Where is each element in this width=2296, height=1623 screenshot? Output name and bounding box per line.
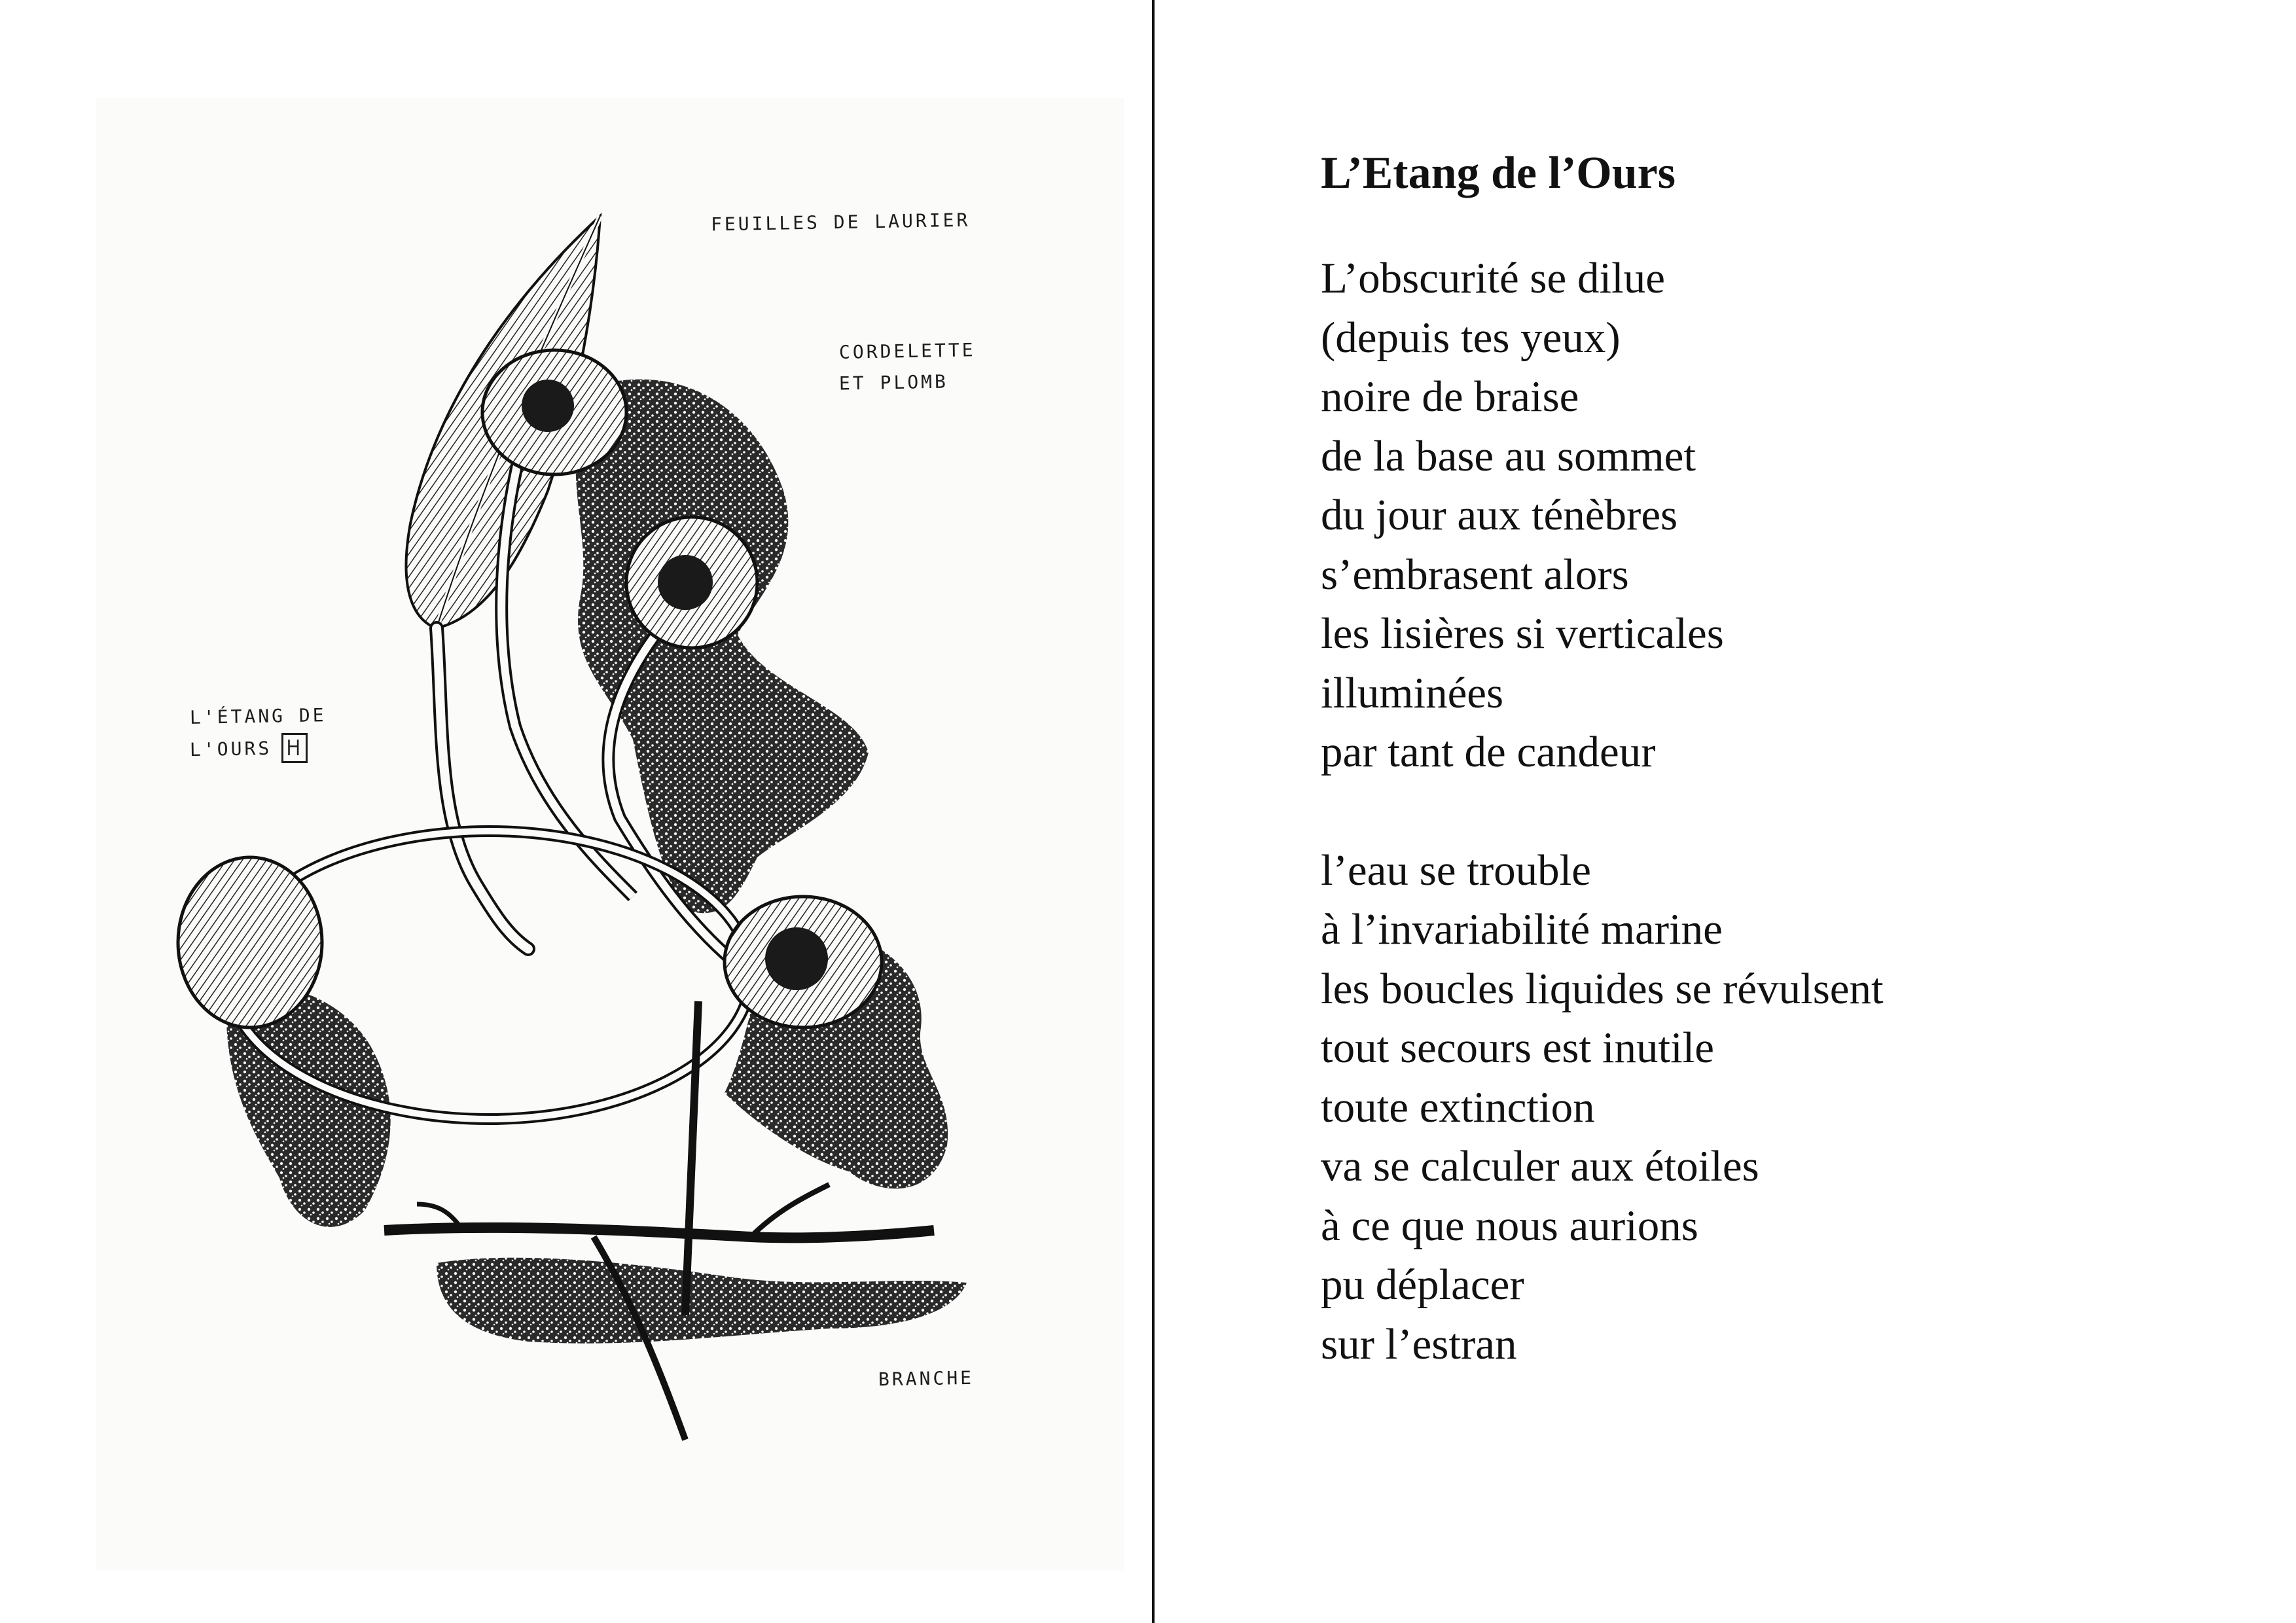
poem-line: tout secours est inutile xyxy=(1321,1024,1715,1072)
poem-line: par tant de candeur xyxy=(1321,728,1656,776)
poem-line: s’embrasent alors xyxy=(1321,550,1629,599)
poem-line: noire de braise xyxy=(1321,372,1579,421)
poem-line: va se calculer aux étoiles xyxy=(1321,1142,1759,1190)
stanza-2 xyxy=(1321,841,1884,1374)
annotation-title-line1: L'ÉTANG DE xyxy=(189,704,327,728)
vertical-stick xyxy=(685,1001,698,1315)
annotation-branch: BRANCHE xyxy=(878,1366,975,1391)
annotation-cord-line1: CORDELETTE xyxy=(838,339,976,363)
stem-main-fill xyxy=(437,628,528,949)
poem-line: à l’invariabilité marine xyxy=(1321,905,1723,954)
poem-line: l’eau se trouble xyxy=(1321,846,1591,895)
bud-left xyxy=(178,857,322,1027)
bud-right-hole xyxy=(765,927,828,990)
poem-line: les boucles liquides se révulsent xyxy=(1321,964,1884,1013)
poem-line: du jour aux ténèbres xyxy=(1321,491,1678,539)
poem-line: toute extinction xyxy=(1321,1082,1595,1132)
bud-middle-hole xyxy=(658,555,713,610)
branch-twig-2 xyxy=(751,1185,829,1237)
poem xyxy=(1321,144,1884,1433)
poem-line: L’obscurité se dilue xyxy=(1321,254,1665,302)
bud-top-hole xyxy=(522,380,574,432)
drawing-artwork xyxy=(96,98,1124,1571)
annotation-title-line2: L'OURS xyxy=(189,737,272,761)
annotation-cord-line2: ET PLOMB xyxy=(838,370,949,395)
branch xyxy=(384,1228,934,1238)
right-page xyxy=(1155,0,2296,1623)
annotation-laurel-leaves: FEUILLES DE LAURIER xyxy=(710,209,971,236)
poem-line: (depuis tes yeux) xyxy=(1321,313,1621,362)
poem-line: les lisières si verticales xyxy=(1321,609,1724,658)
poem-title: L’Etang de l’Ours xyxy=(1321,148,1676,198)
poem-line: à ce que nous aurions xyxy=(1321,1201,1698,1250)
poem-line: de la base au sommet xyxy=(1321,431,1696,480)
poem-line: pu déplacer xyxy=(1321,1260,1524,1309)
stanza-1 xyxy=(1321,249,1884,782)
artist-monogram xyxy=(281,733,308,763)
poem-line: illuminées xyxy=(1321,668,1504,717)
shadow-branch xyxy=(437,1258,967,1344)
ink-drawing xyxy=(96,98,1124,1571)
shadow-upper xyxy=(576,380,869,914)
poem-line: sur l’estran xyxy=(1321,1319,1517,1368)
